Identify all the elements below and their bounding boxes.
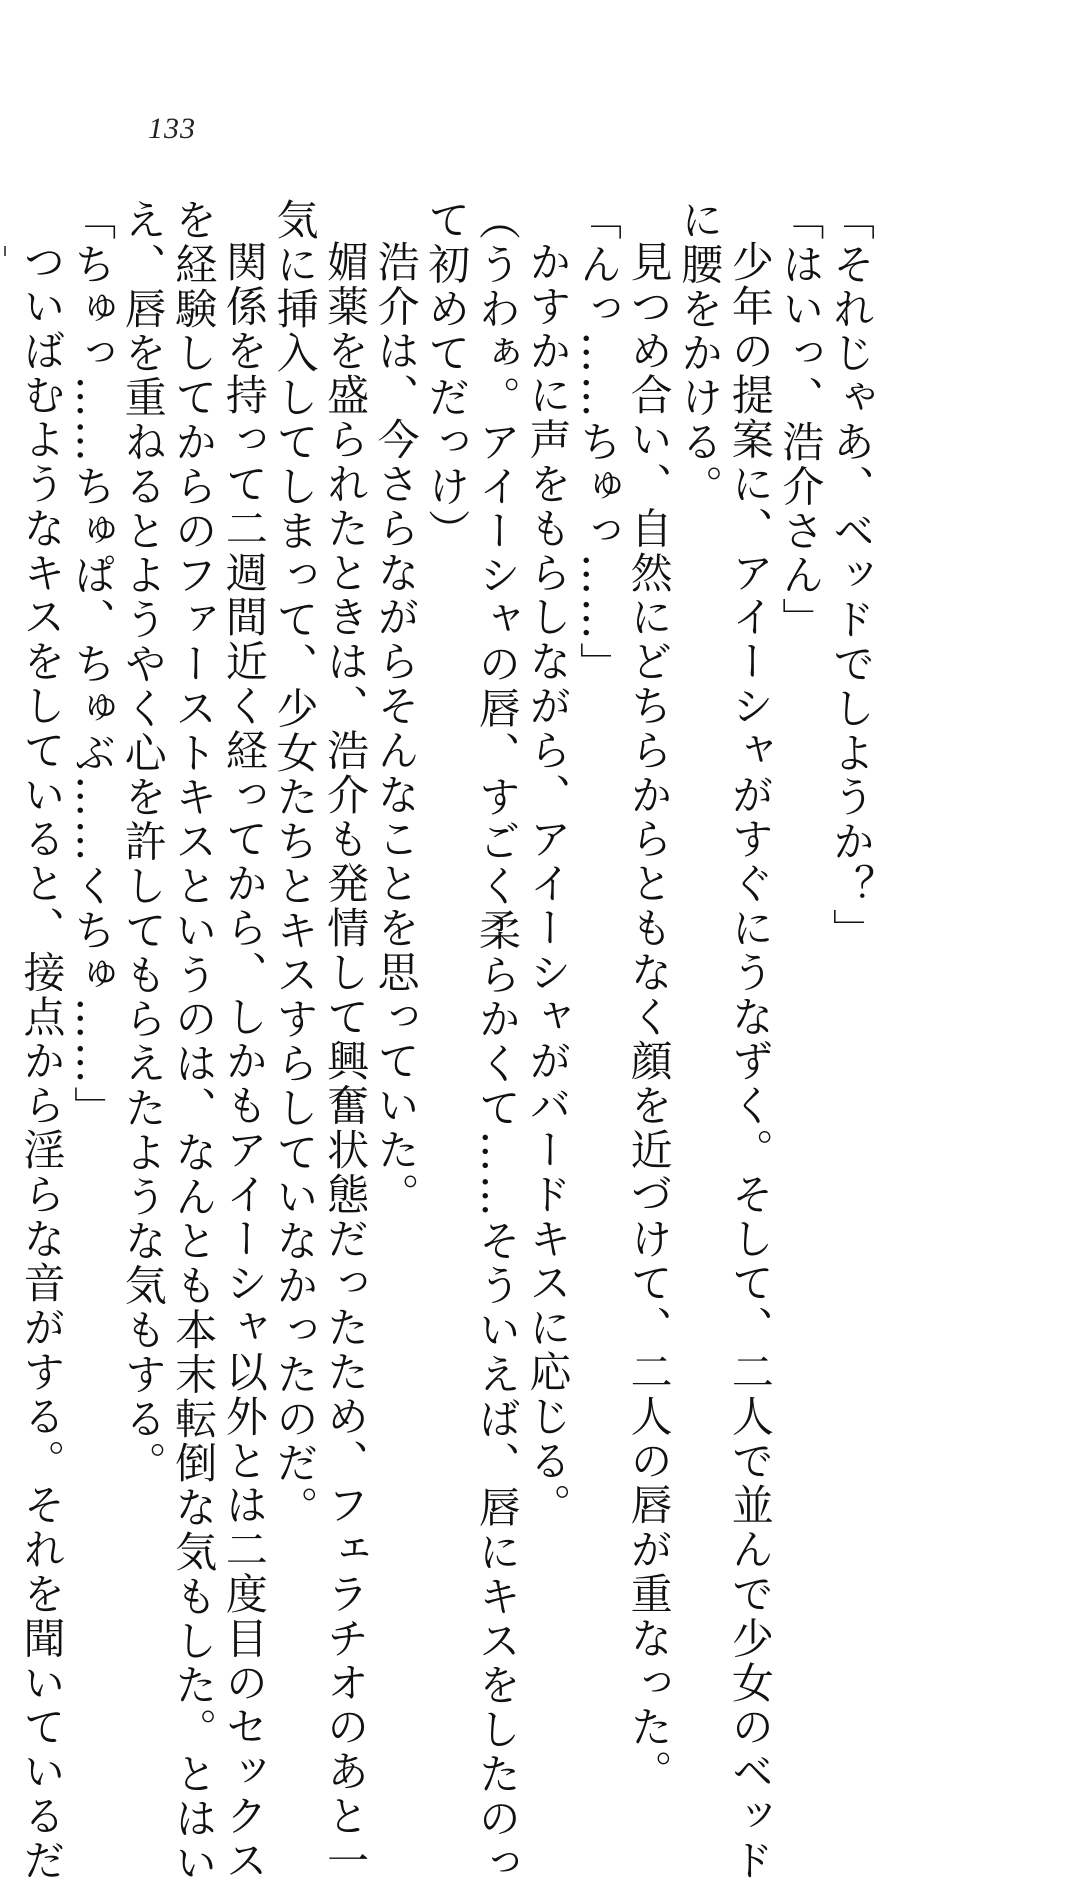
text-line: 見つめ合い、自然にどちらからともなく顔を近づけて、二人の唇が重なった。 [624, 240, 674, 1794]
text-line: ついばむようなキスをしていると、接点から淫らな音がする。それを聞いているだ [17, 240, 67, 1883]
page-number: 133 [148, 112, 196, 145]
text-line: 気に挿入してしまって、少女たちとキスすらしていなかったのだ。 [270, 198, 320, 1530]
text-line: を経験してからのファーストキスというのは、なんとも本末転倒な気もした。とはい [169, 198, 219, 1885]
text-line: 「それじゃあ、ベッドでしようか？」 [827, 198, 876, 953]
text-line: かすかに声をもらしながら、アイーシャがバードキスに応じる。 [523, 240, 573, 1528]
text-line: 少年の提案に、アイーシャがすぐにうなずく。そして、二人で並んで少女のベッド [725, 240, 775, 1883]
scan-mark [4, 246, 6, 256]
body-text [16, 198, 876, 1885]
text-line: 関係を持って二週間近く経ってから、しかもアイーシャ以外とは二度目のセックス [219, 240, 269, 1883]
text-line: て初めてだっけ） [422, 198, 472, 554]
text-line: に腰をかける。 [675, 198, 725, 509]
text-line: 「ちゅっ……ちゅぱ、ちゅぶ……くちゅ……」 [68, 198, 118, 1131]
text-line: 「はいっ、浩介さん」 [776, 198, 826, 642]
text-line: え、唇を重ねるとようやく心を許してもらえたような気もする。 [118, 198, 168, 1486]
text-line: （うわぁ。アイーシャの唇、すごく柔らかくて……そういえば、唇にキスをしたのっ [472, 198, 522, 1885]
text-line: 媚薬を盛られたときは、浩介も発情して興奮状態だったため、フェラチオのあと一 [321, 240, 371, 1883]
text-line: 「んっ……ちゅっ……」 [574, 198, 624, 687]
text-line: 浩介は、今さらながらそんなことを思っていた。 [371, 240, 421, 1217]
